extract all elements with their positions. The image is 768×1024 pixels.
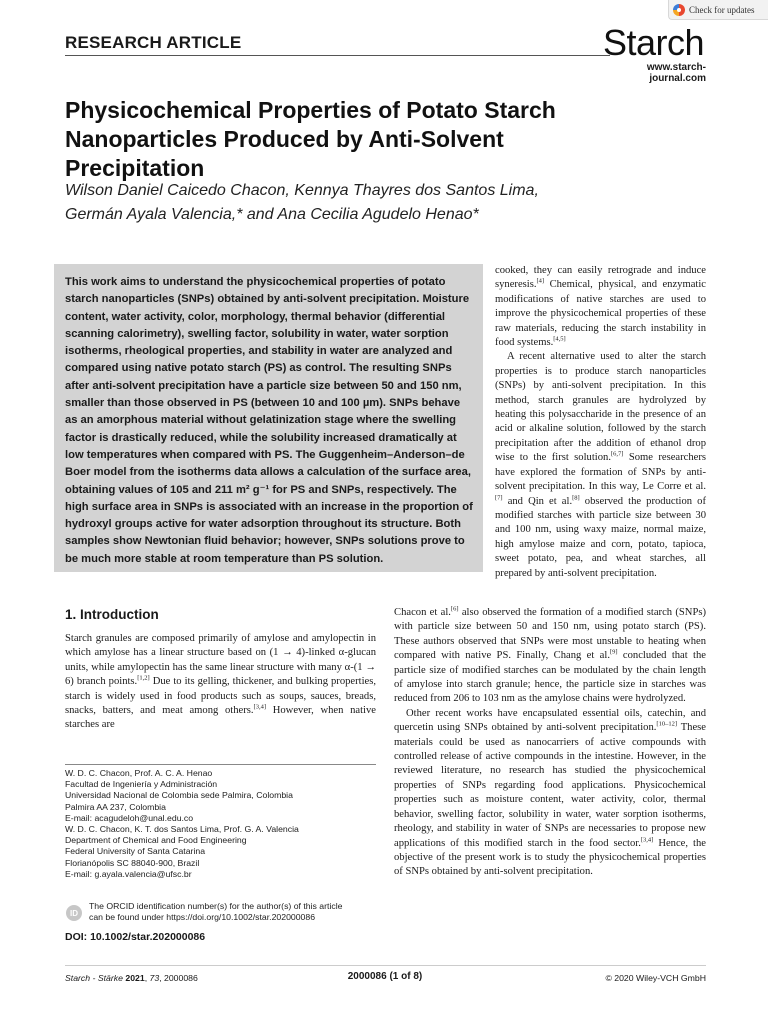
- citation[interactable]: [4]: [536, 277, 545, 285]
- email-link[interactable]: E-mail: g.ayala.valencia@ufsc.br: [65, 868, 192, 879]
- affiliation-rule: [65, 764, 376, 765]
- affiliation-block-1: W. D. C. Chacon, Prof. A. C. A. Henao Facultad de Ingeniería y Administración Universidad Nacional de Colombia sede Palmira, Colombia Palmira AA 237, Colombia E-mail: acagudeloh@unal.edu.co: [65, 768, 376, 824]
- citation[interactable]: [9]: [609, 648, 618, 656]
- page-number: 2000086 (1 of 8): [347, 971, 423, 982]
- crossmark-icon: [673, 4, 685, 16]
- citation[interactable]: [3,4]: [253, 703, 267, 711]
- check-for-updates-badge[interactable]: [668, 0, 768, 20]
- abstract-text: This work aims to understand the physicochemical properties of potato starch nanoparticles (SNPs) obtained by anti-solvent precipitation. Moisture content, water activity, color, morphology, thermal behavior (differential scanning calorimetry), swelling factor, solubility in water, water sorption isotherms, rheological properties, and stability in water are analyzed and compared using native potato starch (PS) as control. The resulting SNPs after anti-solvent precipitation have a particle size between 50 and 150 nm, smaller than those observed in PS (between 10 and 100 µm). SNPs behave as an amorphous material without gelatinization stage where the swelling factor is drastically reduced, while the solubility increased dramatically at low temperatures when compared with PS. The Guggenheim–Anderson–de Boer model from the isotherms data allows a calculation of the surface area, obtaining values of 105 and 211 m² g⁻¹ for PS and SNPs, respectively. The high surface area in SNPs is associated with an increase in the proportion of hydroxyl groups active for water adsorption throughout its structure. Both samples show Newtonian fluid behavior; however, SNPs solutions prove to be much more stable at room temperature than PS solution.: [65, 276, 473, 565]
- citation[interactable]: [10–12]: [656, 720, 678, 728]
- paragraph: cooked, they can easily retrograde and induce syneresis.[4] Chemical, physical, and enzymatic modifications of native starches are used to improve the physicochemical properties of these raw materials, reducing the starch instability in food systems.[4,5]: [495, 265, 706, 349]
- affiliations: [65, 768, 376, 880]
- journal-logo: Starch: [603, 22, 705, 63]
- footer-citation: Starch - Stärke 2021, 73, 2000086: [65, 973, 198, 983]
- orcid-note: The ORCID identification number(s) for the author(s) of this article can be found under https://doi.org/10.1002/star.202000086: [89, 901, 379, 923]
- section-heading: 1. Introduction: [65, 607, 159, 622]
- email-link[interactable]: E-mail: acagudeloh@unal.edu.co: [65, 812, 194, 823]
- paragraph: Other recent works have encapsulated essential oils, catechin, and quercetin using SNPs obtained by anti-solvent precipitation.[10–12] These materials could be used as nanocarriers of active compounds with controlled release of active compounds in the intestine. However, in the reviewed literature, no research has studied the physicochemical properties of SNPs regarding food applications. Physicochemical properties such as moisture content, water activity, color, thermal behavior, swelling factor, solubility in water, water sorption isotherms, rheology, and stability in water of SNPs are necessaries to propose new applications of this modified starch in the food sector.[3,4] Hence, the objective of the present work is to study the physicochemical properties of SNPs obtained by anti-solvent precipitation.: [394, 707, 706, 878]
- header-rule: [65, 55, 610, 56]
- citation[interactable]: [6,7]: [610, 450, 624, 458]
- check-for-updates-label: Check for updates: [689, 4, 755, 15]
- citation[interactable]: [8]: [572, 493, 580, 501]
- doi-link[interactable]: DOI: 10.1002/star.202000086: [65, 931, 206, 943]
- author-line-1: Wilson Daniel Caicedo Chacon, Kennya Thayres dos Santos Lima,: [65, 182, 539, 199]
- paragraph: A recent alternative used to alter the starch properties is to produce starch nanoparticles (SNPs) by anti-solvent precipitation. In this method, starch granules are hydrolyzed by heating this polysaccharide in the presence of an acid or alkaline solution, followed by the starch precipitation after the addition of ethanol drop wise to the first solution.[6,7] Some researchers have explored the formation of SNPs by anti-solvent precipitation. In this way, Le Corre et al.[7] and Qin et al.[8] observed the production of modified starches with particle size between 30 and 100 nm, using waxy maize, normal maize, high amylose maize and corn, potato, tapioca, sweet potato, pea, and wheat starches, all prepared by anti-solvent precipitation.: [495, 351, 706, 579]
- citation[interactable]: [1,2]: [137, 674, 150, 682]
- footer-rule: [65, 965, 706, 966]
- author-list: [65, 179, 625, 227]
- introduction-text: [65, 632, 376, 733]
- orcid-icon[interactable]: ID: [66, 905, 82, 921]
- affiliation-block-2: W. D. C. Chacon, K. T. dos Santos Lima, Prof. G. A. Valencia Department of Chemical and Food Engineering Federal University of Santa Catarina Florianópolis SC 88040-900, Brazil E-mail: g.ayala.valencia@ufsc.br: [65, 824, 376, 880]
- paragraph: Starch granules are composed primarily of amylose and amylopectin in which amylose has a linear structure based on (1 → 4)-linked α-glucan units, while amylopectin has the same linear structure with many α-(1 → 6) branch points.[1,2] Due to its gelling, thickener, and bulking properties, starch is widely used in food products such as soups, sauces, breads, snacks, batters, and meat among others.[3,4] However, when native starches are: [65, 633, 377, 731]
- article-title: Physicochemical Properties of Potato Starch Nanoparticles Produced by Anti-Solvent Precipitation: [65, 97, 556, 181]
- citation[interactable]: [7]: [495, 493, 503, 501]
- right-column-top: [495, 264, 706, 581]
- paragraph: Chacon et al.[6] also observed the formation of a modified starch (SNPs) with particle size between 50 and 150 nm, using potato starch (PS). These authors observed that SNPs were most unstable to heating when compared with native PS. Finally, Chang et al.[9] concluded that the particle size of modified starches can be modulated by the chain length of amylose into starch granule; hence, the particle size in starches was reduced from 206 to 103 nm as the amylose chains were hydrolyzed.: [394, 605, 707, 705]
- orcid-link[interactable]: can be found under https://doi.org/10.1002/star.202000086: [89, 912, 316, 923]
- journal-url[interactable]: www.starch-journal.com: [646, 62, 706, 84]
- right-column-bottom: [394, 606, 706, 880]
- citation[interactable]: [3,4]: [640, 835, 654, 843]
- citation[interactable]: [6]: [450, 605, 459, 613]
- author-line-2: Germán Ayala Valencia,* and Ana Cecilia Agudelo Henao*: [65, 206, 479, 223]
- article-type-label: RESEARCH ARTICLE: [65, 33, 242, 52]
- citation[interactable]: [4,5]: [553, 335, 566, 343]
- copyright: © 2020 Wiley-VCH GmbH: [605, 973, 706, 983]
